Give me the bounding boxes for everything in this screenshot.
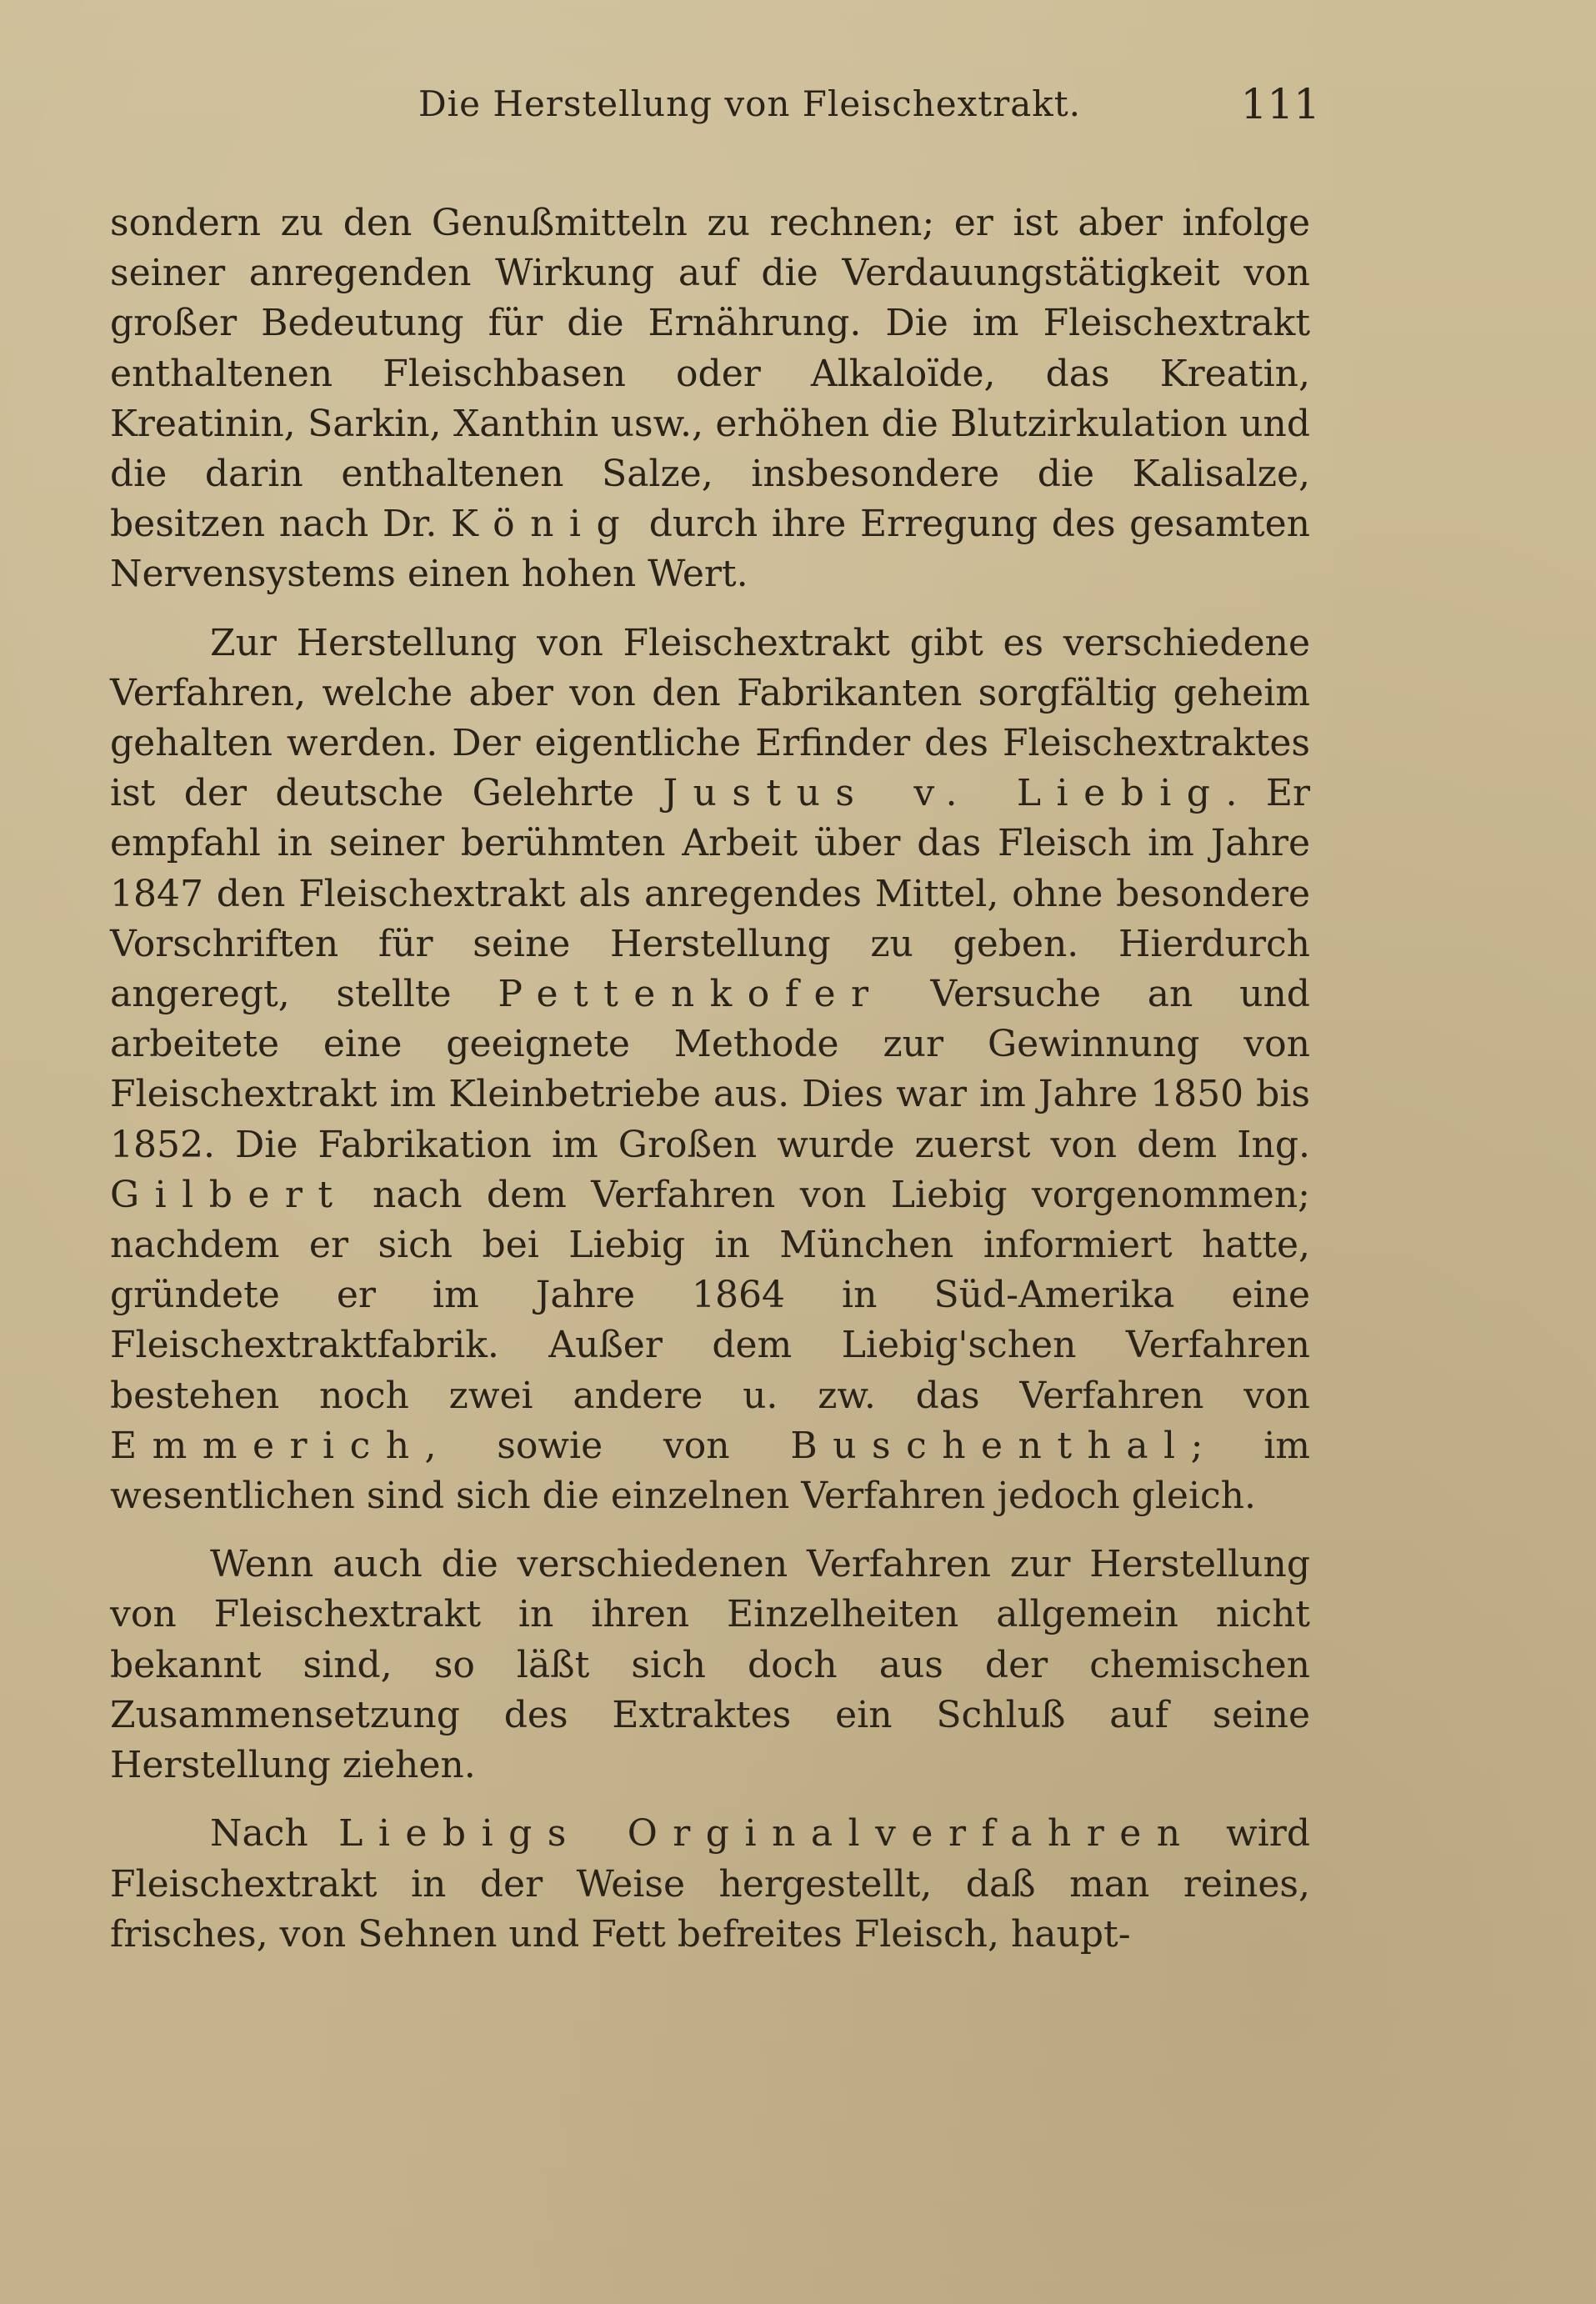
spaced-name-liebig: Justus v. Liebig (663, 772, 1226, 815)
text-run: Nach (210, 1812, 308, 1856)
page-number: 111 (1240, 80, 1320, 128)
text-run: Wenn auch die verschiedenen Verfahren zur Herstellung von Fleischextrakt in ihren Einzelheiten allgemein nicht bekannt sind, so läßt sich doch aus der chemischen Zusammensetzung des Extraktes ein Schluß auf seine Herstellung ziehen. (110, 1543, 1310, 1787)
text-run: durch ihre Erregung des gesamten Nervensystems einen hohen Wert. (110, 503, 1310, 596)
paragraph-4 (110, 1809, 1310, 1960)
paragraph-3 (110, 1540, 1310, 1791)
text-run: . Er empfahl in seiner berühmten Arbeit über das Fleisch im Jahre 1847 den Fleischextrakt als anregendes Mittel, ohne besondere Vorschriften für seine Herstellung zu geben. Hierdurch angeregt, stellte (110, 772, 1310, 1016)
book-page (110, 77, 1320, 1960)
text-run: Versuche an und arbeitete eine geeignete Methode zur Gewinnung von Fleischextrakt im Kleinbetriebe aus. Dies war im Jahre 1850 bis 1852. Die Fabrikation im Großen wurde zuerst von dem Ing. (110, 973, 1310, 1166)
spaced-name-buschenthal: Buschenthal (790, 1424, 1191, 1467)
text-run: , sowie von (424, 1424, 730, 1467)
text-run: Zur Herstellung von Fleischextrakt gibt es verschiedene Verfahren, welche aber von den Fabrikanten sorgfältig geheim gehalten werden. Der eigentliche Erfinder des Fleischextraktes ist der deutsche Gelehrte (110, 621, 1310, 815)
paragraph-1 (110, 198, 1310, 600)
text-run: wird Fleischextrakt in der Weise hergestellt, daß man reines, frisches, von Sehnen und Fett befreites Fleisch, haupt- (110, 1812, 1310, 1956)
spaced-name-emmerich: Emmerich (110, 1424, 425, 1467)
page-header (110, 77, 1320, 143)
spaced-name-liebigs-verfahren: Liebigs Orginalverfahren (338, 1812, 1196, 1856)
paragraph-2 (110, 619, 1310, 1522)
spaced-name-koenig: König (450, 503, 636, 546)
text-run: nach dem Verfahren von Liebig vorgenommen; nachdem er sich bei Liebig in München informiert hatte, gründete er im Jahre 1864 in Süd-Amerika eine Fleischextraktfabrik. Außer dem Liebig'schen Verfahren bestehen noch zwei andere u. zw. das Verfahren von (110, 1173, 1310, 1417)
running-title: Die Herstellung von Fleischextrakt. (418, 83, 1081, 124)
spaced-name-gilbert: Gilbert (110, 1173, 348, 1216)
text-run: ; im wesentlichen sind sich die einzelnen Verfahren jedoch gleich. (110, 1424, 1310, 1518)
spaced-name-pettenkofer: Pettenkofer (498, 973, 884, 1016)
text-run: sondern zu den Genußmitteln zu rechnen; er ist aber infolge seiner anregenden Wirkung auf die Verdauungstätigkeit von großer Bedeutung für die Ernährung. Die im Fleischextrakt enthaltenen Fleischbasen oder Alkaloïde, das Kreatin, Kreatinin, Sarkin, Xanthin usw., erhöhen die Blutzirkulation und die darin enthaltenen Salze, insbesondere die Kalisalze, besitzen nach Dr. (110, 202, 1310, 546)
